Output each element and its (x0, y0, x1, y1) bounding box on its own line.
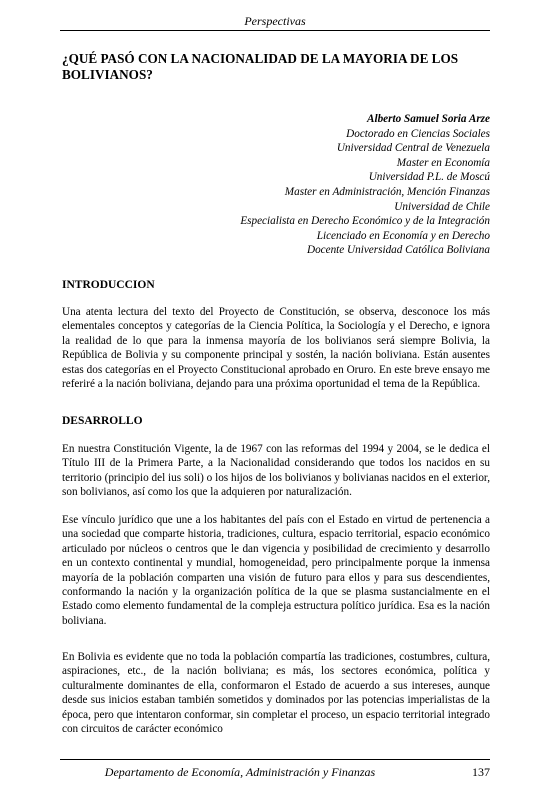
author-credential: Docente Universidad Católica Boliviana (306, 244, 490, 257)
author-credential: Licenciado en Economía y en Derecho (316, 229, 490, 242)
section-heading-desarrollo: DESARROLLO (62, 415, 143, 427)
author-credential: Master en Economía (396, 156, 490, 169)
paragraph: En nuestra Constitución Vigente, la de 1967 con las reformas del 1994 y 2004, se le dedica el Título III de la Primera Parte, a la Nacionalidad considerando que todos los nacidos en su territorio (principio del ius soli) o los hijos de los bolivianos y bolivianas nacidos en el exterior, son bolivianos, así como los que la adquieren por naturalización. (62, 443, 490, 499)
author-credential: Universidad P.L. de Moscú (368, 171, 490, 184)
author-name: Alberto Samuel Soria Arze (367, 113, 490, 125)
running-head: Perspectivas (244, 14, 306, 28)
article-title: ¿QUÉ PASÓ CON LA NACIONALIDAD DE LA MAYORIA DE LOS BOLIVIANOS? (62, 51, 459, 82)
page-number: 137 (472, 765, 490, 779)
header-rule (60, 30, 490, 31)
paragraph: Ese vínculo jurídico que une a los habitantes del país con el Estado en virtud de pertenencia a una sociedad que comparte historia, tradiciones, cultura, espacio territorial, espacio económico articulado por núcleos o centros que le dan vigencia y posibilidad de crecimiento y desarrollo en un contexto continental y mundial, homogeneidad, pero principalmente porque la inmensa mayoría de la población comparten una visión de futuro para ellos y para sus descendientes, conformando la nación y la organización política de la que se plasma sustancialmente en el Estado como elemento fundamental de la compleja estructura político jurídica. Esa es la nación boliviana. (62, 514, 490, 627)
paragraph: En Bolivia es evidente que no toda la población compartía las tradiciones, costumbres, cultura, aspiraciones, etc., de la nación boliviana; es más, los sectores económica, política y culturalmente dominantes de ella, conformaron el Estado de acuerdo a sus intereses, aunque desde sus inicios estaban también sometidos y dominados por las potencias imperialistas de la época, pero que intentaron conformar, sin completar el proceso, un espacio territorial integrado con circuitos de carácter económico (62, 651, 490, 736)
footer-department: Departamento de Economía, Administración y Finanzas (104, 765, 376, 779)
author-block (180, 112, 490, 258)
author-credential: Universidad Central de Venezuela (336, 142, 490, 155)
paragraph: Una atenta lectura del texto del Proyecto de Constitución, se observa, desconoce los más elementales conceptos y categorías de la Ciencia Política, la Sociología y el Derecho, e ignora la realidad de lo que para la inmensa mayoría de los bolivianos será siempre Bolivia, la República de Bolivia y su componente principal y sostén, la nación boliviana. Están ausentes estas dos categorías en el Proyecto Constitucional aprobado en Oruro. En este breve ensayo me referiré a la nación boliviana, dejando para una próxima oportunidad el tema de la República. (62, 306, 490, 391)
author-credential: Especialista en Derecho Económico y de la Integración (240, 215, 490, 228)
author-credential: Doctorado en Ciencias Sociales (346, 127, 490, 140)
section-heading-introduccion: INTRODUCCION (62, 279, 155, 291)
author-credential: Universidad de Chile (394, 200, 490, 213)
author-credential: Master en Administración, Mención Finanzas (284, 185, 490, 198)
footer-rule (60, 759, 490, 760)
